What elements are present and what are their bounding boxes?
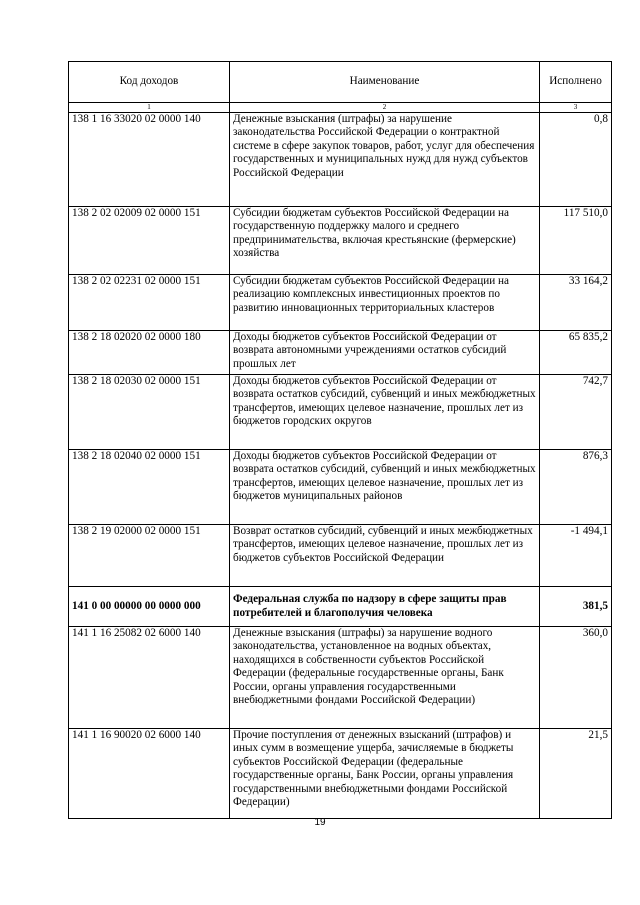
revenue-name: Доходы бюджетов субъектов Российской Федерации от возврата автономными учреждениями остатков субсидий прошлых лет bbox=[230, 331, 540, 375]
table-row bbox=[69, 729, 612, 819]
revenue-code: 138 2 18 02030 02 0000 151 bbox=[69, 375, 230, 450]
column-number-1: 1 bbox=[69, 103, 230, 113]
revenue-code: 138 2 02 02009 02 0000 151 bbox=[69, 207, 230, 275]
revenue-name: Денежные взыскания (штрафы) за нарушение законодательства Российской Федерации о контрактной системе в сфере закупок товаров, работ, услуг для обеспечения государственных и муниципальных нужд для нужд субъектов Российской Федерации bbox=[230, 113, 540, 207]
revenue-code: 138 1 16 33020 02 0000 140 bbox=[69, 113, 230, 207]
revenue-table bbox=[68, 61, 612, 819]
revenue-code: 141 0 00 00000 00 0000 000 bbox=[69, 587, 230, 627]
executed-value: 33 164,2 bbox=[540, 275, 612, 331]
revenue-code: 138 2 02 02231 02 0000 151 bbox=[69, 275, 230, 331]
table-row bbox=[69, 331, 612, 375]
table-row bbox=[69, 627, 612, 729]
header-code: Код доходов bbox=[69, 62, 230, 103]
table-row bbox=[69, 275, 612, 331]
executed-value: 21,5 bbox=[540, 729, 612, 819]
executed-value: 381,5 bbox=[540, 587, 612, 627]
column-number-row bbox=[69, 103, 612, 113]
revenue-name: Доходы бюджетов субъектов Российской Федерации от возврата остатков субсидий, субвенций и иных межбюджетных трансфертов, имеющих целевое назначение, прошлых лет из бюджетов муниципальных районов bbox=[230, 450, 540, 525]
revenue-code: 141 1 16 90020 02 6000 140 bbox=[69, 729, 230, 819]
revenue-name: Доходы бюджетов субъектов Российской Федерации от возврата остатков субсидий, субвенций и иных межбюджетных трансфертов, имеющих целевое назначение, прошлых лет из бюджетов городских округов bbox=[230, 375, 540, 450]
table-row bbox=[69, 525, 612, 587]
table-row-section bbox=[69, 587, 612, 627]
column-number-3: 3 bbox=[540, 103, 612, 113]
revenue-name: Субсидии бюджетам субъектов Российской Федерации на государственную поддержку малого и среднего предпринимательства, включая крестьянские (фермерские) хозяйства bbox=[230, 207, 540, 275]
table-row bbox=[69, 375, 612, 450]
revenue-code: 138 2 19 02000 02 0000 151 bbox=[69, 525, 230, 587]
revenue-name: Денежные взыскания (штрафы) за нарушение водного законодательства, установленное на водных объектах, находящихся в собственности субъектов Российской Федерации (федеральные государственные органы, Банк России, органы управления государственными внебюджетными фондами Российской Федерации) bbox=[230, 627, 540, 729]
executed-value: 742,7 bbox=[540, 375, 612, 450]
revenue-code: 141 1 16 25082 02 6000 140 bbox=[69, 627, 230, 729]
revenue-name: Возврат остатков субсидий, субвенций и иных межбюджетных трансфертов, имеющих целевое назначение, прошлых лет из бюджетов субъектов Российской Федерации bbox=[230, 525, 540, 587]
table-row bbox=[69, 207, 612, 275]
table-row bbox=[69, 450, 612, 525]
revenue-name: Прочие поступления от денежных взысканий (штрафов) и иных сумм в возмещение ущерба, зачисляемые в бюджеты субъектов Российской Федерации (федеральные государственные органы, Банк России, органы управления государственными внебюджетными фондами Российской Федерации) bbox=[230, 729, 540, 819]
executed-value: 117 510,0 bbox=[540, 207, 612, 275]
executed-value: 360,0 bbox=[540, 627, 612, 729]
header-row bbox=[69, 62, 612, 103]
revenue-name: Федеральная служба по надзору в сфере защиты прав потребителей и благополучия человека bbox=[230, 587, 540, 627]
executed-value: 876,3 bbox=[540, 450, 612, 525]
header-name: Наименование bbox=[230, 62, 540, 103]
page-number: 19 bbox=[314, 817, 326, 828]
column-number-2: 2 bbox=[230, 103, 540, 113]
revenue-code: 138 2 18 02040 02 0000 151 bbox=[69, 450, 230, 525]
executed-value: -1 494,1 bbox=[540, 525, 612, 587]
executed-value: 0,8 bbox=[540, 113, 612, 207]
revenue-name: Субсидии бюджетам субъектов Российской Федерации на реализацию комплексных инвестиционных проектов по развитию инновационных территориальных кластеров bbox=[230, 275, 540, 331]
table-row bbox=[69, 113, 612, 207]
executed-value: 65 835,2 bbox=[540, 331, 612, 375]
revenue-code: 138 2 18 02020 02 0000 180 bbox=[69, 331, 230, 375]
header-executed: Исполнено bbox=[540, 62, 612, 103]
